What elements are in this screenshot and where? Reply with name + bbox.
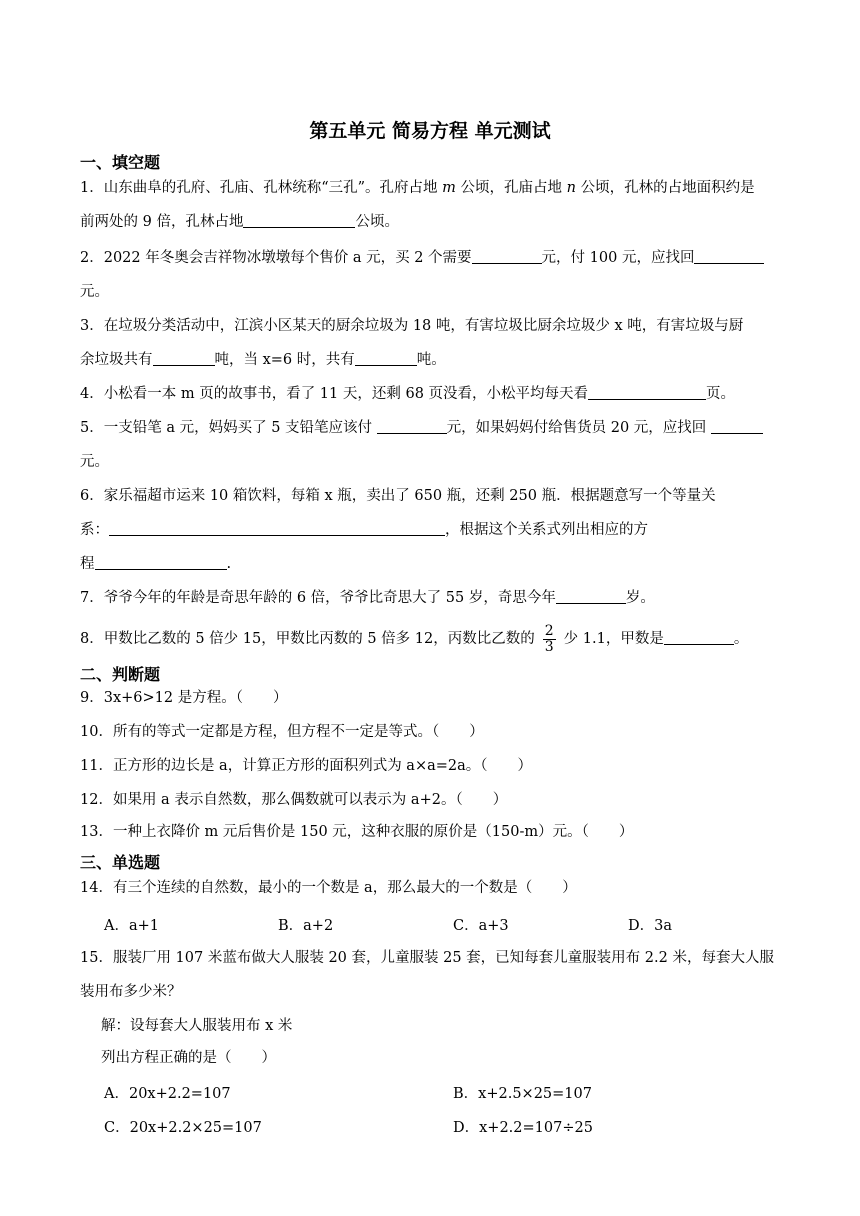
question-5-line-1: 5．一支铅笔 a 元，妈妈买了 5 支铅笔应该付 元，如果妈妈付给售货员 20 元，应找回 xyxy=(80,418,763,438)
question-9: 9．3x+6>12 是方程。（ ） xyxy=(80,690,288,706)
question-15-line-1: 15．服装厂用 107 米蓝布做大人服装 20 套，儿童服装 25 套，已知每套儿童服装用布 2.2 米，每套大人服 xyxy=(80,950,774,966)
question-1-line-1: 1．山东曲阜的孔府、孔庙、孔林统称“三孔”。孔府占地 m 公顷，孔庙占地 n 公顷，孔林的占地面积约是 xyxy=(80,180,755,196)
question-10: 10．所有的等式一定都是方程，但方程不一定是等式。（ ） xyxy=(80,724,484,740)
question-2-line-1: 2．2022 年冬奥会吉祥物冰墩墩每个售价 a 元，买 2 个需要 元，付 100 元，应找回 xyxy=(80,248,764,268)
answer-blank[interactable] xyxy=(355,351,417,366)
question-15-line-3: 解：设每套大人服装用布 x 米 xyxy=(101,1018,293,1034)
question-13: 13．一种上衣降价 m 元后售价是 150 元，这种衣服的原价是（150-m）元。（ ） xyxy=(80,824,634,840)
answer-blank[interactable] xyxy=(377,419,447,434)
answer-blank[interactable] xyxy=(95,555,227,570)
answer-blank[interactable] xyxy=(109,521,445,536)
answer-blank[interactable] xyxy=(711,419,763,434)
section-heading-fill-blank: 一、填空题 xyxy=(80,153,161,172)
answer-blank[interactable] xyxy=(153,351,215,366)
option-b[interactable]: B．a+2 xyxy=(278,918,334,934)
answer-blank[interactable] xyxy=(588,385,706,400)
question-8: 8．甲数比乙数的 5 倍少 15，甲数比丙数的 5 倍多 12，丙数比乙数的 $\frac{2}{3}$ 少 1.1，甲数是 。 xyxy=(80,622,749,655)
question-4: 4．小松看一本 m 页的故事书，看了 11 天，还剩 68 页没看，小松平均每天看 页。 xyxy=(80,386,736,402)
answer-blank[interactable] xyxy=(472,249,542,264)
answer-blank[interactable] xyxy=(664,630,734,645)
option-b[interactable]: B．x+2.5×25=107 xyxy=(453,1086,592,1102)
section-heading-multiple-choice: 三、单选题 xyxy=(80,853,161,872)
question-5-line-2: 元。 xyxy=(80,454,109,470)
answer-blank[interactable] xyxy=(243,213,355,228)
question-7: 7．爷爷今年的年龄是奇思年龄的 6 倍，爷爷比奇思大了 55 岁，奇思今年 岁。 xyxy=(80,590,655,606)
question-14: 14．有三个连续的自然数，最小的一个数是 a，那么最大的一个数是（ ） xyxy=(80,880,577,896)
option-a[interactable]: A．20x+2.2=107 xyxy=(104,1086,231,1102)
question-6-line-1: 6．家乐福超市运来 10 箱饮料，每箱 x 瓶，卖出了 650 瓶，还剩 250 瓶．根据题意写一个等量关 xyxy=(80,488,716,504)
section-heading-true-false: 二、判断题 xyxy=(80,665,161,684)
question-3-line-2: 余垃圾共有 吨，当 x=6 时，共有 吨。 xyxy=(80,352,446,368)
question-6-line-2: 系： ，根据这个关系式列出相应的方 xyxy=(80,522,648,538)
question-1-line-2: 前两处的 9 倍，孔林占地 公顷。 xyxy=(80,214,399,230)
fraction: $\frac{2}{3}$ xyxy=(544,622,554,655)
question-15-line-2: 装用布多少米？ xyxy=(80,984,182,1000)
question-12: 12．如果用 a 表示自然数，那么偶数就可以表示为 a+2。（ ） xyxy=(80,792,508,808)
option-c[interactable]: C．20x+2.2×25=107 xyxy=(104,1120,262,1136)
option-a[interactable]: A．a+1 xyxy=(104,918,159,934)
page-title: 第五单元 简易方程 单元测试 xyxy=(309,120,551,142)
option-d[interactable]: D．x+2.2=107÷25 xyxy=(453,1120,593,1136)
option-d[interactable]: D．3a xyxy=(628,918,672,934)
question-2-line-2: 元。 xyxy=(80,284,109,300)
answer-blank[interactable] xyxy=(694,249,764,264)
question-11: 11．正方形的边长是 a，计算正方形的面积列式为 a×a=2a。（ ） xyxy=(80,758,533,774)
option-c[interactable]: C．a+3 xyxy=(453,918,509,934)
answer-blank[interactable] xyxy=(556,589,626,604)
question-3-line-1: 3．在垃圾分类活动中，江滨小区某天的厨余垃圾为 18 吨，有害垃圾比厨余垃圾少 x 吨，有害垃圾与厨 xyxy=(80,318,744,334)
question-6-line-3: 程 . xyxy=(80,556,232,572)
question-15-line-4: 列出方程正确的是（ ） xyxy=(101,1050,276,1066)
